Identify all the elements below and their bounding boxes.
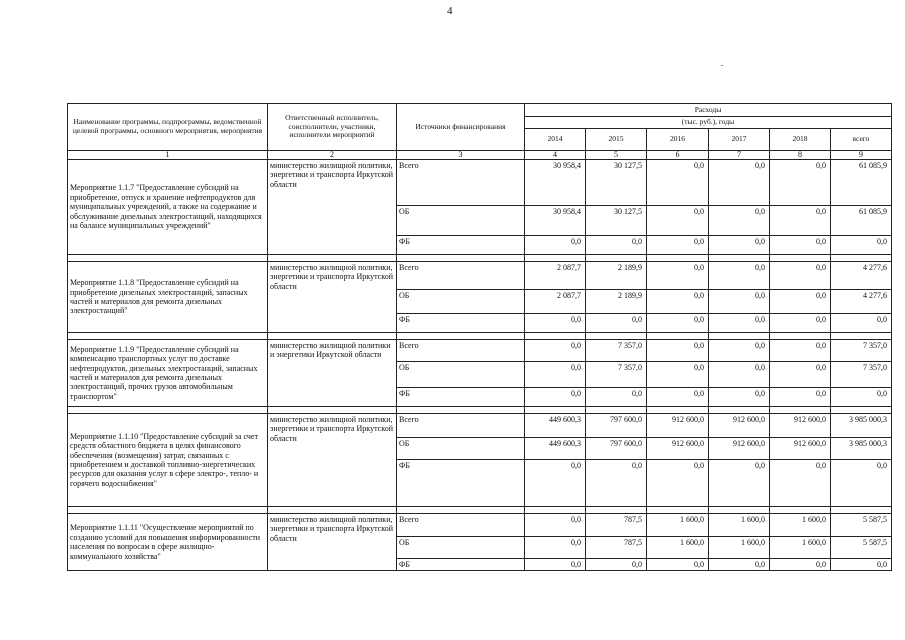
amount-cell: 5 587,5	[831, 537, 892, 559]
funding-source: Всего	[397, 514, 525, 537]
funding-source: Всего	[397, 340, 525, 362]
amount-cell: 7 357,0	[586, 362, 647, 388]
amount-cell: 0,0	[525, 514, 586, 537]
amount-cell: 0,0	[770, 362, 831, 388]
amount-cell: 1 600,0	[709, 514, 770, 537]
funding-source: Всего	[397, 414, 525, 438]
amount-cell: 0,0	[647, 340, 709, 362]
column-number: 9	[831, 151, 892, 160]
funding-source: ОБ	[397, 206, 525, 236]
amount-cell: 787,5	[586, 514, 647, 537]
executor-cell: министерство жилищной политики и энергетики Иркутской области	[268, 340, 397, 407]
amount-cell: 2 087,7	[525, 290, 586, 314]
header-year: 2014	[525, 129, 586, 151]
column-number: 8	[770, 151, 831, 160]
amount-cell: 0,0	[770, 388, 831, 407]
amount-cell: 1 600,0	[709, 537, 770, 559]
amount-cell: 61 085,9	[831, 206, 892, 236]
amount-cell: 61 085,9	[831, 160, 892, 206]
funding-source: ФБ	[397, 314, 525, 333]
amount-cell: 0,0	[586, 314, 647, 333]
measure-name: Мероприятие 1.1.7 "Предоставление субсидий на приобретение, отпуск и хранение нефтепродуктов для муниципальных учреждений, а также на содержание и обслуживание дизельных электростанций, находящихся на балансе муниципальных учреждений"	[68, 160, 268, 255]
amount-cell: 0,0	[709, 460, 770, 507]
amount-cell: 0,0	[831, 559, 892, 571]
amount-cell: 30 127,5	[586, 206, 647, 236]
header-expenses: Расходы	[525, 104, 892, 117]
page-number: 4	[447, 5, 453, 17]
amount-cell: 0,0	[709, 559, 770, 571]
amount-cell: 912 600,0	[647, 438, 709, 460]
amount-cell: 0,0	[647, 290, 709, 314]
amount-cell: 3 985 000,3	[831, 438, 892, 460]
amount-cell: 797 600,0	[586, 438, 647, 460]
funding-source: ОБ	[397, 438, 525, 460]
amount-cell: 1 600,0	[647, 537, 709, 559]
amount-cell: 0,0	[770, 160, 831, 206]
amount-cell: 2 189,9	[586, 290, 647, 314]
amount-cell: 912 600,0	[770, 414, 831, 438]
amount-cell: 0,0	[647, 388, 709, 407]
amount-cell: 0,0	[525, 340, 586, 362]
amount-cell: 0,0	[709, 236, 770, 255]
scan-speck	[721, 65, 723, 66]
header-executor: Ответственный исполнитель, соисполнители, участники, исполнители мероприятий	[268, 104, 397, 151]
amount-cell: 797 600,0	[586, 414, 647, 438]
amount-cell: 4 277,6	[831, 290, 892, 314]
header-unit: (тыс. руб.), годы	[525, 117, 892, 129]
amount-cell: 0,0	[770, 460, 831, 507]
amount-cell: 0,0	[525, 314, 586, 333]
funding-source: Всего	[397, 160, 525, 206]
column-number: 3	[397, 151, 525, 160]
amount-cell: 5 587,5	[831, 514, 892, 537]
amount-cell: 0,0	[586, 236, 647, 255]
header-year: 2016	[647, 129, 709, 151]
amount-cell: 0,0	[586, 388, 647, 407]
amount-cell: 0,0	[770, 206, 831, 236]
funding-source: ФБ	[397, 460, 525, 507]
amount-cell: 787,5	[586, 537, 647, 559]
amount-cell: 0,0	[831, 460, 892, 507]
amount-cell: 0,0	[709, 388, 770, 407]
funding-source: ОБ	[397, 290, 525, 314]
amount-cell: 0,0	[525, 362, 586, 388]
amount-cell: 0,0	[647, 206, 709, 236]
amount-cell: 0,0	[770, 290, 831, 314]
funding-source: ФБ	[397, 236, 525, 255]
funding-source: ФБ	[397, 388, 525, 407]
amount-cell: 30 958,4	[525, 160, 586, 206]
amount-cell: 0,0	[647, 460, 709, 507]
executor-cell: министерство жилищной политики, энергетики и транспорта Иркутской области	[268, 262, 397, 333]
amount-cell: 7 357,0	[831, 362, 892, 388]
executor-cell: министерство жилищной политики, энергетики и транспорта Иркутской области	[268, 514, 397, 571]
executor-cell: министерство жилищной политики, энергетики и транспорта Иркутской области	[268, 160, 397, 255]
amount-cell: 0,0	[709, 314, 770, 333]
measure-name: Мероприятие 1.1.9 "Предоставление субсидий на компенсацию транспортных услуг по доставке нефтепродуктов, дизельных электростанций, запасных частей и материалов для ремонта дизельных электростанций, прочих грузов автомобильным транспортом"	[68, 340, 268, 407]
amount-cell: 449 600,3	[525, 438, 586, 460]
funding-source: Всего	[397, 262, 525, 290]
amount-cell: 0,0	[709, 290, 770, 314]
column-number: 7	[709, 151, 770, 160]
header-year: всего	[831, 129, 892, 151]
amount-cell: 0,0	[709, 262, 770, 290]
amount-cell: 0,0	[831, 388, 892, 407]
amount-cell: 2 189,9	[586, 262, 647, 290]
amount-cell: 0,0	[831, 236, 892, 255]
header-source: Источники финансирования	[397, 104, 525, 151]
executor-cell: министерство жилищной политики, энергетики и транспорта Иркутской области	[268, 414, 397, 507]
amount-cell: 30 127,5	[586, 160, 647, 206]
table-row	[68, 160, 892, 206]
header-year: 2015	[586, 129, 647, 151]
table-row	[68, 262, 892, 290]
amount-cell: 0,0	[525, 559, 586, 571]
amount-cell: 1 600,0	[770, 537, 831, 559]
amount-cell: 0,0	[647, 559, 709, 571]
amount-cell: 0,0	[586, 460, 647, 507]
amount-cell: 0,0	[770, 314, 831, 333]
amount-cell: 449 600,3	[525, 414, 586, 438]
amount-cell: 0,0	[709, 160, 770, 206]
amount-cell: 7 357,0	[831, 340, 892, 362]
amount-cell: 0,0	[770, 340, 831, 362]
measure-name: Мероприятие 1.1.8 "Предоставление субсидий на приобретение дизельных электростанций, запасных частей и материалов для ремонта дизельных электростанций"	[68, 262, 268, 333]
column-number: 2	[268, 151, 397, 160]
amount-cell: 30 958,4	[525, 206, 586, 236]
amount-cell: 0,0	[770, 262, 831, 290]
measure-name: Мероприятие 1.1.11 "Осуществление мероприятий по созданию условий для повышения информированности населения по вопросам в сфере жилищно-коммунального хозяйства"	[68, 514, 268, 571]
amount-cell: 1 600,0	[647, 514, 709, 537]
funding-source: ФБ	[397, 559, 525, 571]
column-number: 6	[647, 151, 709, 160]
amount-cell: 0,0	[647, 262, 709, 290]
amount-cell: 4 277,6	[831, 262, 892, 290]
table-row	[68, 414, 892, 438]
amount-cell: 3 985 000,3	[831, 414, 892, 438]
amount-cell: 0,0	[647, 314, 709, 333]
amount-cell: 912 600,0	[770, 438, 831, 460]
amount-cell: 0,0	[525, 537, 586, 559]
amount-cell: 0,0	[647, 236, 709, 255]
funding-source: ОБ	[397, 362, 525, 388]
column-number: 5	[586, 151, 647, 160]
amount-cell: 0,0	[709, 206, 770, 236]
amount-cell: 0,0	[647, 160, 709, 206]
amount-cell: 0,0	[770, 559, 831, 571]
amount-cell: 0,0	[770, 236, 831, 255]
amount-cell: 0,0	[525, 236, 586, 255]
amount-cell: 1 600,0	[770, 514, 831, 537]
column-number: 1	[68, 151, 268, 160]
table-row	[68, 340, 892, 362]
measure-name: Мероприятие 1.1.10 "Предоставление субсидий за счет средств областного бюджета в целях финансового обеспечения (возмещения) затрат, связанных с приобретением и доставкой топливно-энергетических ресурсов для оказания услуг в сфере электро-, тепло- и горячего водоснабжения"	[68, 414, 268, 507]
amount-cell: 0,0	[586, 559, 647, 571]
expenses-table	[67, 103, 892, 571]
amount-cell: 0,0	[525, 460, 586, 507]
header-year: 2017	[709, 129, 770, 151]
amount-cell: 0,0	[709, 362, 770, 388]
amount-cell: 0,0	[709, 340, 770, 362]
table-row	[68, 514, 892, 537]
amount-cell: 912 600,0	[709, 438, 770, 460]
amount-cell: 7 357,0	[586, 340, 647, 362]
amount-cell: 2 087,7	[525, 262, 586, 290]
header-name: Наименование программы, подпрограммы, ведомственной целевой программы, основного мероприятия, мероприятия	[68, 104, 268, 151]
column-number: 4	[525, 151, 586, 160]
amount-cell: 912 600,0	[647, 414, 709, 438]
funding-source: ОБ	[397, 537, 525, 559]
amount-cell: 0,0	[831, 314, 892, 333]
amount-cell: 0,0	[647, 362, 709, 388]
header-year: 2018	[770, 129, 831, 151]
amount-cell: 0,0	[525, 388, 586, 407]
amount-cell: 912 600,0	[709, 414, 770, 438]
